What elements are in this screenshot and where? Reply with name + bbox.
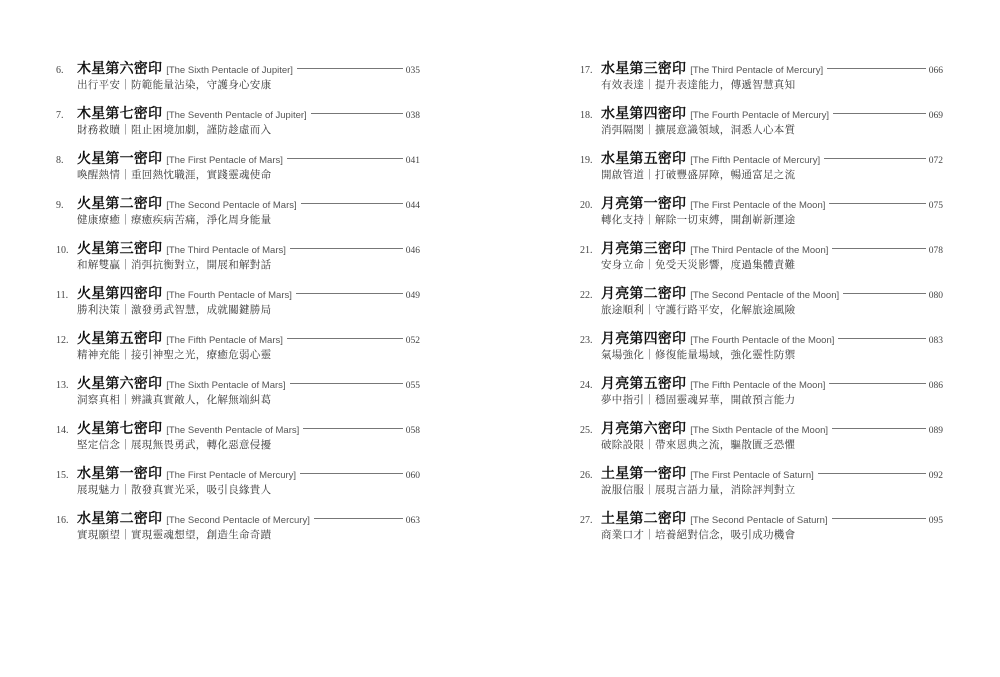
leader-line [832,248,925,249]
toc-entry [580,58,943,103]
page-number: 080 [928,291,943,301]
entry-subtitle: 健康療癒｜療癒疾病苦痛，淨化周身能量 [77,214,272,226]
leader-line [833,113,926,114]
entry-number: 27. [580,515,593,526]
toc-entry [56,328,420,373]
entry-title-zh: 月亮第六密印 [601,421,687,437]
entry-title-zh: 月亮第一密印 [601,196,687,212]
entry-title-zh: 火星第一密印 [77,151,163,167]
toc-entry [580,418,943,463]
entry-subtitle: 財務救贖｜阻止困境加劇，謹防趁虛而入 [77,124,272,136]
entry-number: 21. [580,245,593,256]
toc-entry [580,373,943,418]
entry-title-zh: 水星第三密印 [601,61,687,77]
entry-number: 10. [56,245,69,256]
entry-title-en: [The Fifth Pentacle of Mars] [166,335,283,346]
entry-title-en: [The First Pentacle of Mercury] [166,470,297,481]
leader-line [301,203,403,204]
entry-number: 14. [56,425,69,436]
entry-number: 9. [56,200,64,211]
entry-subtitle: 消弭隔閡｜擴展意識領域，洞悉人心本質 [601,124,796,136]
entry-subtitle: 開啟管道｜打破豐盛屏障，暢通富足之流 [601,169,796,181]
entry-subtitle: 喚醒熱情｜重回熱忱職涯，實踐靈魂使命 [77,169,272,181]
page-number: 095 [928,516,943,526]
entry-title-en: [The Seventh Pentacle of Mars] [166,425,300,436]
entry-title-zh: 月亮第五密印 [601,376,687,392]
page-number: 092 [928,471,943,481]
entry-title-zh: 土星第二密印 [601,511,687,527]
entry-title-zh: 木星第六密印 [77,61,163,77]
entry-title-zh: 火星第五密印 [77,331,163,347]
leader-line [290,248,403,249]
entry-title-zh: 火星第六密印 [77,376,163,392]
entry-subtitle: 洞察真相｜辨識真實敵人，化解無端糾葛 [77,394,272,406]
page-number: 046 [405,246,420,256]
entry-number: 8. [56,155,64,166]
entry-subtitle: 有效表達｜提升表達能力，傳遞智慧真知 [601,79,796,91]
page-number: 078 [928,246,943,256]
leader-line [832,428,926,429]
toc-entry [580,508,943,553]
leader-line [314,518,403,519]
leader-line [296,293,403,294]
entry-title-en: [The Fourth Pentacle of Mars] [166,290,292,301]
entry-title-en: [The Second Pentacle of the Moon] [690,290,840,301]
entry-title-zh: 火星第七密印 [77,421,163,437]
entry-number: 20. [580,200,593,211]
entry-number: 19. [580,155,593,166]
page-number: 069 [928,111,943,121]
entry-title-en: [The Second Pentacle of Saturn] [690,515,828,526]
page-number: 063 [405,516,420,526]
entry-subtitle: 說服信服｜展現言語力量，消除評判對立 [601,484,796,496]
page-number: 044 [405,201,420,211]
entry-number: 17. [580,65,593,76]
entry-number: 26. [580,470,593,481]
entry-subtitle: 安身立命｜免受天災影響，度過集體責難 [601,259,796,271]
entry-subtitle: 堅定信念｜展現無畏勇武，轉化惡意侵擾 [77,439,272,451]
entry-number: 25. [580,425,593,436]
entry-title-en: [The Sixth Pentacle of Jupiter] [166,65,293,76]
entry-number: 12. [56,335,69,346]
leader-line [838,338,925,339]
entry-number: 18. [580,110,593,121]
toc-right-column [580,58,943,553]
leader-line [843,293,926,294]
toc-entry [580,463,943,508]
toc-entry [56,58,420,103]
entry-number: 6. [56,65,64,76]
entry-subtitle: 勝利決策｜激發勇武智慧，成就關鍵勝局 [77,304,272,316]
entry-number: 16. [56,515,69,526]
leader-line [832,518,926,519]
entry-subtitle: 氣場強化｜修復能量場域，強化靈性防禦 [601,349,796,361]
entry-title-en: [The Sixth Pentacle of Mars] [166,380,286,391]
page-number: 086 [928,381,943,391]
toc-entry [580,328,943,373]
leader-line [829,383,925,384]
entry-title-zh: 火星第二密印 [77,196,163,212]
leader-line [287,338,403,339]
toc-entry [56,508,420,553]
entry-subtitle: 轉化支持｜解除一切束縛，開創嶄新運途 [601,214,796,226]
entry-title-zh: 火星第四密印 [77,286,163,302]
entry-subtitle: 展現魅力｜散發真實光采，吸引良緣貴人 [77,484,272,496]
page-number: 035 [405,66,420,76]
entry-title-en: [The Fourth Pentacle of Mercury] [690,110,830,121]
entry-number: 11. [56,290,69,301]
toc-entry [56,148,420,193]
leader-line [297,68,403,69]
toc-entry [580,103,943,148]
page-number: 058 [405,426,420,436]
entry-subtitle: 精神充能｜接引神聖之光，療癒危弱心靈 [77,349,272,361]
leader-line [300,473,403,474]
toc-entry [56,463,420,508]
toc-entry [580,238,943,283]
entry-title-zh: 水星第二密印 [77,511,163,527]
leader-line [824,158,926,159]
entry-number: 15. [56,470,69,481]
page-number: 083 [928,336,943,346]
entry-title-zh: 火星第三密印 [77,241,163,257]
entry-title-zh: 土星第一密印 [601,466,687,482]
leader-line [287,158,403,159]
entry-title-zh: 月亮第三密印 [601,241,687,257]
entry-title-en: [The Third Pentacle of the Moon] [690,245,829,256]
entry-title-en: [The Fifth Pentacle of the Moon] [690,380,826,391]
entry-title-zh: 水星第一密印 [77,466,163,482]
entry-subtitle: 破除設限｜帶來恩典之流，驅散匱乏恐懼 [601,439,796,451]
toc-entry [580,148,943,193]
entry-title-en: [The Third Pentacle of Mars] [166,245,286,256]
entry-title-en: [The First Pentacle of the Moon] [690,200,826,211]
page-number: 089 [928,426,943,436]
entry-title-zh: 月亮第二密印 [601,286,687,302]
leader-line [829,203,925,204]
entry-number: 23. [580,335,593,346]
entry-title-en: [The Third Pentacle of Mercury] [690,65,824,76]
page-number: 038 [405,111,420,121]
toc-entry [580,193,943,238]
entry-title-en: [The Second Pentacle of Mars] [166,200,297,211]
entry-subtitle: 實現願望｜實現靈魂想望，創造生命奇蹟 [77,529,272,541]
entry-title-en: [The Seventh Pentacle of Jupiter] [166,110,307,121]
page-number: 041 [405,156,420,166]
entry-subtitle: 旅途順利｜守護行路平安，化解旅途風險 [601,304,796,316]
page-number: 052 [405,336,420,346]
entry-title-zh: 水星第五密印 [601,151,687,167]
toc-entry [56,238,420,283]
entry-subtitle: 出行平安｜防範能量沾染，守護身心安康 [77,79,272,91]
entry-title-en: [The Fifth Pentacle of Mercury] [690,155,821,166]
entry-title-zh: 水星第四密印 [601,106,687,122]
entry-number: 24. [580,380,593,391]
leader-line [818,473,926,474]
leader-line [311,113,403,114]
leader-line [290,383,403,384]
toc-left-column [56,58,420,553]
entry-number: 13. [56,380,69,391]
entry-subtitle: 夢中指引｜穩固靈魂昇華，開啟預言能力 [601,394,796,406]
page-number: 072 [928,156,943,166]
entry-title-en: [The First Pentacle of Saturn] [690,470,814,481]
entry-title-en: [The Fourth Pentacle of the Moon] [690,335,835,346]
entry-title-en: [The Sixth Pentacle of the Moon] [690,425,829,436]
page-number: 055 [405,381,420,391]
entry-title-zh: 木星第七密印 [77,106,163,122]
page-number: 060 [405,471,420,481]
toc-entry [580,283,943,328]
toc-entry [56,193,420,238]
entry-number: 7. [56,110,64,121]
toc-entry [56,373,420,418]
page-number: 049 [405,291,420,301]
toc-entry [56,103,420,148]
toc-entry [56,418,420,463]
leader-line [303,428,402,429]
entry-title-zh: 月亮第四密印 [601,331,687,347]
entry-title-en: [The First Pentacle of Mars] [166,155,283,166]
page-number: 075 [928,201,943,211]
entry-title-en: [The Second Pentacle of Mercury] [166,515,310,526]
entry-subtitle: 和解雙贏｜消弭抗衡對立，開展和解對話 [77,259,272,271]
entry-number: 22. [580,290,593,301]
entry-subtitle: 商業口才｜培養絕對信念，吸引成功機會 [601,529,796,541]
page-number: 066 [928,66,943,76]
leader-line [827,68,926,69]
toc-entry [56,283,420,328]
